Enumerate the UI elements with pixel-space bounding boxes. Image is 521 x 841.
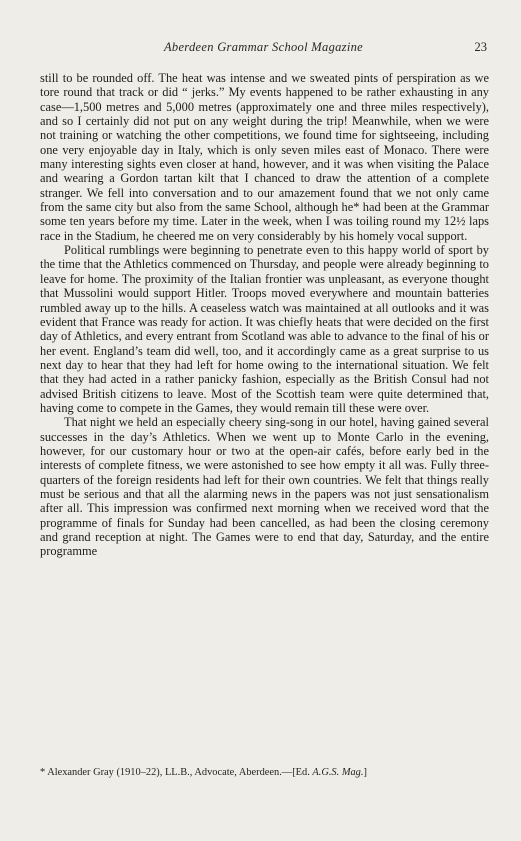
paragraph: Political rumblings were beginning to penetrate even to this happy world of sport by the time that the Athletics commenced on Thursday, and people were already beginning to leave for home. The proximity of the Italian frontier was unpleasant, as everyone thought that Mussolini would support Hitler. Troops moved everywhere and mountain batteries rumbled away up to the hills. A ceaseless watch was maintained at all outlooks and it was evident that France was ready for action. It was chiefly heats that were decided on the first day of Athletics, and every entrant from Scotland was able to advance to the final of his or her event. England’s team did well, too, and it accordingly came as a great surprise to us next day to hear that they had left for home owing to the international situation. We felt that they had acted in a rather panicky fashion, especially as the British Consul had not advised British citizens to leave. Most of the Scottish team were quite determined that, having come to compete in the Games, they would remain till these were over.: [40, 243, 489, 415]
footnote: [40, 767, 489, 778]
article-body: [40, 71, 489, 559]
page-header: [40, 40, 487, 58]
footnote-closing: ]: [363, 767, 367, 778]
paragraph: still to be rounded off. The heat was intense and we sweated pints of perspiration as we tore round that track or did “ jerks.” My events happened to be rather exhausting in any case—1,500 metres and 5,000 metres (approximately one and three miles respectively), and so I certainly did not put on any weight during the trip! Meanwhile, when we were not training or watching the other competitions, we found time for sightseeing, including one very enjoyable day in Italy, which is only seven miles east of Monaco. There were many interesting sights even closer at hand, however, and it was when visiting the Palace and wearing a Gordon tartan kilt that I chanced to draw the attention of a complete stranger. We fell into conversation and to our amazement found that we not only came from the same city but also from the same School, although he* had been at the Grammar some ten years before my time. Later in the week, when I was toiling round my 12½ laps race in the Stadium, he cheered me on very considerably by his homely vocal support.: [40, 71, 489, 243]
paragraph: That night we held an especially cheery sing-song in our hotel, having gained several successes in the day’s Athletics. When we went up to Monte Carlo in the evening, however, for our customary hour or two at the open-air cafés, before early bed in the interests of complete fitness, we were astonished to see how empty it all was. Fully three-quarters of the foreign residents had left for their own countries. We felt that things really must be serious and that all the alarming news in the papers was not just sensationalism after all. This impression was confirmed next morning when we received word that the programme of finals for Sunday had been cancelled, as had been the closing ceremony and grand reception at night. The Games were to end that day, Saturday, and the entire programme: [40, 415, 489, 559]
footnote-source: A.G.S. Mag.: [312, 767, 364, 778]
page-number: 23: [474, 40, 487, 54]
footnote-text: * Alexander Gray (1910–22), LL.B., Advocate, Aberdeen.—[Ed.: [40, 767, 313, 778]
running-title: Aberdeen Grammar School Magazine: [163, 40, 364, 54]
